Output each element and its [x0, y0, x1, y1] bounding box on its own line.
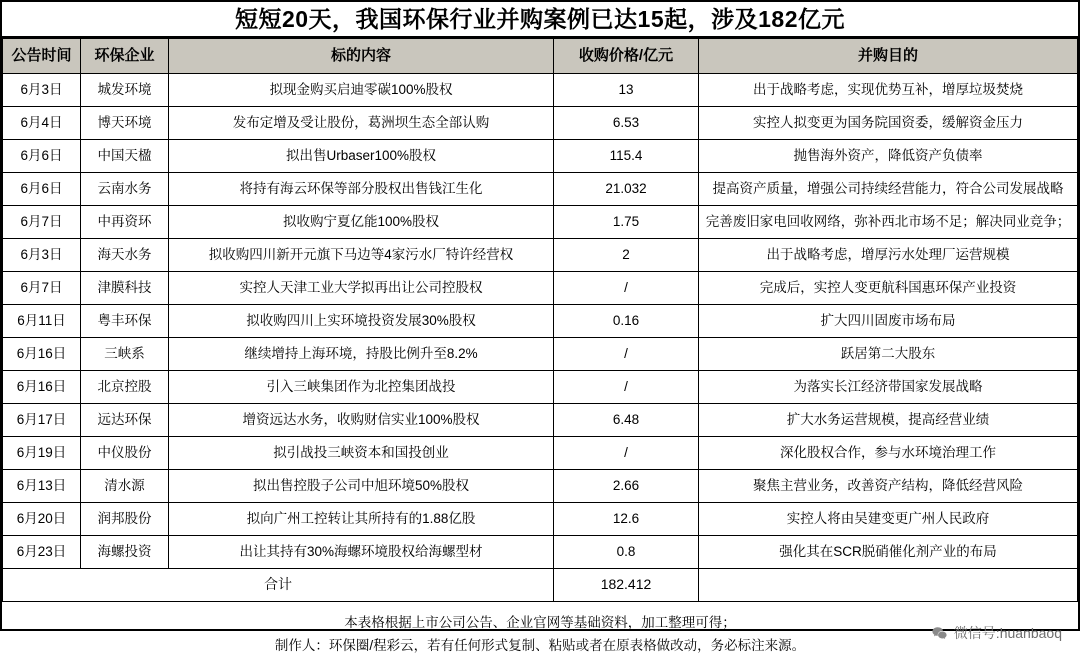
cell-purpose: 深化股权合作，参与水环境治理工作 [699, 437, 1078, 470]
column-header-price: 收购价格/亿元 [554, 39, 699, 74]
cell-price: 13 [554, 74, 699, 107]
table-row [3, 140, 1078, 173]
watermark [931, 622, 1062, 646]
cell-purpose: 聚焦主营业务，改善资产结构，降低经营风险 [699, 470, 1078, 503]
cell-date: 6月17日 [3, 404, 81, 437]
cell-date: 6月23日 [3, 536, 81, 569]
table-row [3, 404, 1078, 437]
cell-date: 6月7日 [3, 206, 81, 239]
cell-content: 拟收购宁夏亿能100%股权 [169, 206, 554, 239]
cell-company: 中国天楹 [81, 140, 169, 173]
cell-purpose: 完善废旧家电回收网络，弥补西北市场不足；解决同业竞争； [699, 206, 1078, 239]
cell-date: 6月16日 [3, 338, 81, 371]
table-row [3, 107, 1078, 140]
cell-purpose: 实控人拟变更为国务院国资委，缓解资金压力 [699, 107, 1078, 140]
cell-purpose: 抛售海外资产，降低资产负债率 [699, 140, 1078, 173]
cell-date: 6月16日 [3, 371, 81, 404]
cell-company: 津膜科技 [81, 272, 169, 305]
footer-line-2: 制作人：环保圈/程彩云，若有任何形式复制、粘贴或者在原表格做改动，务必标注来源。 [274, 637, 806, 653]
cell-content: 拟出售控股子公司中旭环境50%股权 [169, 470, 554, 503]
table-row [3, 305, 1078, 338]
cell-content: 拟向广州工控转让其所持有的1.88亿股 [169, 503, 554, 536]
cell-purpose: 强化其在SCR脱硝催化剂产业的布局 [699, 536, 1078, 569]
cell-price: 21.032 [554, 173, 699, 206]
footer-line-1: 本表格根据上市公司公告、企业官网等基础资料，加工整理可得； [344, 615, 736, 630]
cell-date: 6月7日 [3, 272, 81, 305]
table-row [3, 338, 1078, 371]
cell-content: 发布定增及受让股份，葛洲坝生态全部认购 [169, 107, 554, 140]
cell-company: 海天水务 [81, 239, 169, 272]
cell-company: 中再资环 [81, 206, 169, 239]
cell-company: 北京控股 [81, 371, 169, 404]
cell-price: 2 [554, 239, 699, 272]
cell-price: 1.75 [554, 206, 699, 239]
cell-date: 6月3日 [3, 74, 81, 107]
total-empty [699, 569, 1078, 602]
cell-company: 润邦股份 [81, 503, 169, 536]
cell-price: 6.48 [554, 404, 699, 437]
cell-content: 拟收购四川上实环境投资发展30%股权 [169, 305, 554, 338]
cell-purpose: 出于战略考虑，增厚污水处理厂运营规模 [699, 239, 1078, 272]
cell-date: 6月11日 [3, 305, 81, 338]
cell-company: 三峡系 [81, 338, 169, 371]
cell-price: 6.53 [554, 107, 699, 140]
cell-price: / [554, 338, 699, 371]
table-row [3, 437, 1078, 470]
cell-company: 博天环境 [81, 107, 169, 140]
total-label: 合计 [3, 569, 554, 602]
cell-company: 海螺投资 [81, 536, 169, 569]
footer-note [2, 602, 1078, 658]
cell-purpose: 扩大四川固废市场布局 [699, 305, 1078, 338]
cell-price: / [554, 437, 699, 470]
table-row [3, 536, 1078, 569]
table-row [3, 206, 1078, 239]
table-row [3, 74, 1078, 107]
table-row [3, 239, 1078, 272]
cell-company: 粤丰环保 [81, 305, 169, 338]
cell-content: 实控人天津工业大学拟再出让公司控股权 [169, 272, 554, 305]
cell-company: 云南水务 [81, 173, 169, 206]
cell-purpose: 提高资产质量，增强公司持续经营能力，符合公司发展战略 [699, 173, 1078, 206]
cell-content: 拟出售Urbaser100%股权 [169, 140, 554, 173]
cell-company: 清水源 [81, 470, 169, 503]
cell-content: 继续增持上海环境，持股比例升至8.2% [169, 338, 554, 371]
cell-date: 6月4日 [3, 107, 81, 140]
cell-purpose: 为落实长江经济带国家发展战略 [699, 371, 1078, 404]
table-row [3, 371, 1078, 404]
table-header [3, 39, 1078, 74]
cell-company: 远达环保 [81, 404, 169, 437]
column-header-purpose: 并购目的 [699, 39, 1078, 74]
header-row [3, 39, 1078, 74]
cell-date: 6月19日 [3, 437, 81, 470]
wechat-icon [931, 625, 948, 642]
cell-company: 中仪股份 [81, 437, 169, 470]
cell-content: 拟引战投三峡资本和国投创业 [169, 437, 554, 470]
cell-price: / [554, 371, 699, 404]
cell-date: 6月6日 [3, 173, 81, 206]
cell-date: 6月6日 [3, 140, 81, 173]
total-value: 182.412 [554, 569, 699, 602]
cell-content: 将持有海云环保等部分股权出售钱江生化 [169, 173, 554, 206]
cell-price: 2.66 [554, 470, 699, 503]
column-header-content: 标的内容 [169, 39, 554, 74]
cell-content: 拟现金购买启迪零碳100%股权 [169, 74, 554, 107]
table-row [3, 173, 1078, 206]
cell-price: 0.16 [554, 305, 699, 338]
watermark-text: 微信号:huanbaoq [953, 625, 1062, 642]
total-row [3, 569, 1078, 602]
cell-price: / [554, 272, 699, 305]
cell-date: 6月13日 [3, 470, 81, 503]
cell-price: 115.4 [554, 140, 699, 173]
table-row [3, 272, 1078, 305]
column-header-date: 公告时间 [3, 39, 81, 74]
table-row [3, 470, 1078, 503]
table-row [3, 503, 1078, 536]
cell-content: 引入三峡集团作为北控集团战投 [169, 371, 554, 404]
cell-content: 拟收购四川新开元旗下马边等4家污水厂特许经营权 [169, 239, 554, 272]
column-header-company: 环保企业 [81, 39, 169, 74]
cell-price: 0.8 [554, 536, 699, 569]
cell-price: 12.6 [554, 503, 699, 536]
acquisition-table [2, 38, 1078, 602]
cell-company: 城发环境 [81, 74, 169, 107]
cell-purpose: 实控人将由吴建变更广州人民政府 [699, 503, 1078, 536]
cell-content: 增资远达水务，收购财信实业100%股权 [169, 404, 554, 437]
cell-date: 6月20日 [3, 503, 81, 536]
cell-purpose: 跃居第二大股东 [699, 338, 1078, 371]
cell-purpose: 出于战略考虑，实现优势互补，增厚垃圾焚烧 [699, 74, 1078, 107]
cell-purpose: 扩大水务运营规模，提高经营业绩 [699, 404, 1078, 437]
cell-purpose: 完成后，实控人变更航科国惠环保产业投资 [699, 272, 1078, 305]
cell-date: 6月3日 [3, 239, 81, 272]
cell-content: 出让其持有30%海螺环境股权给海螺型材 [169, 536, 554, 569]
table-body [3, 74, 1078, 602]
page-title: 短短20天，我国环保行业并购案例已达15起，涉及182亿元 [2, 2, 1078, 38]
